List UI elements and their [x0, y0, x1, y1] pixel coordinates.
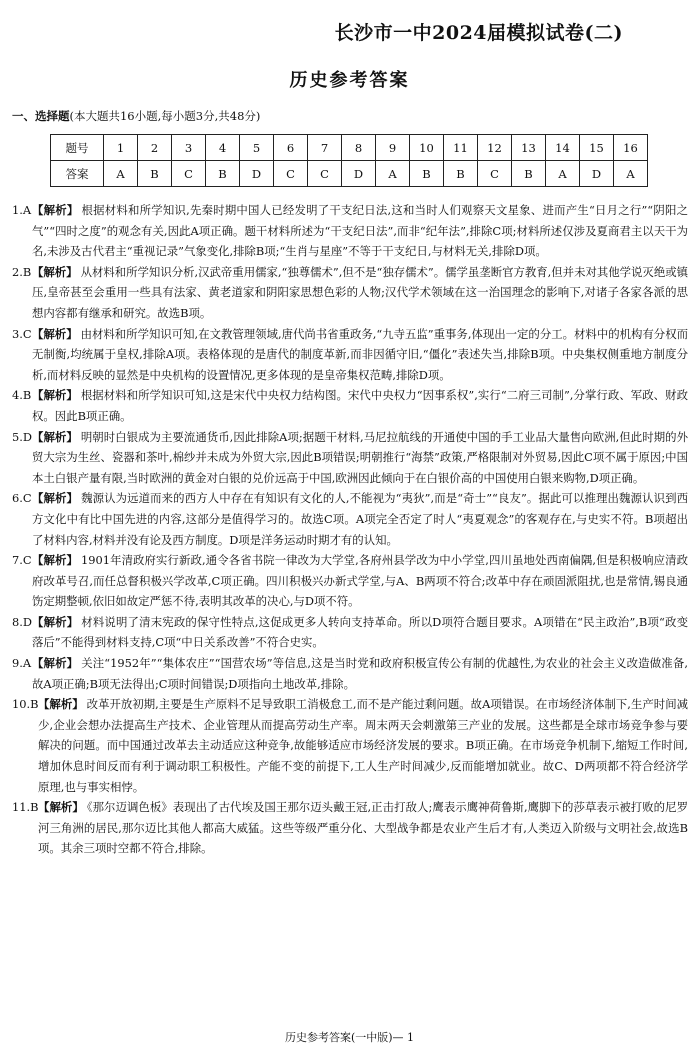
answer-cell: D	[240, 161, 274, 187]
item-text: 由材料和所学知识可知,在文教管理领域,唐代尚书省重政务,“九寺五监”重事务,体现出一定的分工。材料中的机构有分权而无制衡,均统属于皇权,排除A项。表格体现的是唐代的制度革新,而非因循守旧,“僵化”表述失当,排除B项。中央集权侧重地方制度分析,而材料反映的显然是中央机构的设置情况,更多体现的是皇帝集权范畴,排除D项。	[32, 326, 688, 382]
question-number: 8	[342, 135, 376, 161]
answer-cell: C	[308, 161, 342, 187]
item-number: 5.D	[12, 429, 33, 444]
analysis-tag: 【解析】	[32, 656, 79, 671]
item-text: 根据材料和所学知识,先秦时期中国人已经发明了干支纪日法,这和当时人们观察天文星象、进而产生“日月之行”“阴阳之气”“四时之度”的观念有关,因此A项正确。题干材料所述为“干支纪日法”,而非“纪年法”,排除C项;材料所述仅涉及夏商君主以天干为名,未涉及古代君主“重视记录”气象变化,排除B项;“生肖与星座”不等于干支纪日,与材料无关,排除D项。	[32, 203, 688, 259]
question-number: 1	[104, 135, 138, 161]
question-number: 11	[444, 135, 478, 161]
item-number: 2.B	[12, 264, 32, 279]
item-text: 根据材料和所学知识可知,这是宋代中央权力结构图。宋代中央权力“因事系权”,实行“二府三司制”,分掌行政、军政、财政权。因此B项正确。	[32, 388, 688, 423]
answer-cell: B	[444, 161, 478, 187]
question-number: 7	[308, 135, 342, 161]
item-number: 3.C	[12, 326, 32, 341]
analysis-tag: 【解析】	[32, 491, 79, 506]
analysis-tag: 【解析】	[32, 429, 78, 444]
item-number: 1.A	[12, 203, 32, 217]
item-text: 魏源认为远道而来的西方人中存在有知识有文化的人,不能视为“夷狄”,而是“奇士”“良友”。据此可以推理出魏源认识到西方文化中有比中国先进的内容,这部分是值得学习的。故选C项。A项完全否定了时人“夷夏观念”的客观存在,与史实不符。B项超出了材料内容,材料并没有论及西方制度。D项是洋务运动时期才有的认知。	[32, 491, 688, 547]
answer-cell: B	[410, 161, 444, 187]
answer-cell: B	[512, 161, 546, 187]
question-number: 6	[274, 135, 308, 161]
item-number: 11.B	[12, 800, 39, 815]
analysis-tag: 【解析】	[32, 264, 78, 279]
item-text: 从材料和所学知识分析,汉武帝重用儒家,“独尊儒术”,但不是“独存儒术”。儒学虽垄断官方教育,但并未对其他学说灭绝或镇压,皇帝甚至会重用一些具有法家、黄老道家和阴阳家思想色彩的人物;汉代学术领域在这一治国理念的影响下,对诸子各家各派的思想内容都有继承和研究。故选B项。	[32, 264, 688, 320]
answer-row	[51, 161, 648, 187]
item-number: 7.C	[12, 553, 32, 568]
analysis-tag: 【解析】	[32, 388, 78, 403]
item-number: 4.B	[12, 388, 32, 403]
explanation-item	[12, 385, 688, 426]
explanation-item	[12, 694, 688, 797]
explanation-list	[12, 200, 688, 859]
question-number: 15	[580, 135, 614, 161]
answer-cell: B	[138, 161, 172, 187]
answer-cell: A	[376, 161, 410, 187]
answer-cell: C	[274, 161, 308, 187]
analysis-tag: 【解析】	[32, 326, 78, 341]
explanation-item	[12, 550, 688, 612]
answer-cell: A	[546, 161, 580, 187]
explanation-item	[12, 797, 688, 859]
item-text: 改革开放初期,主要是生产原料不足导致职工消极怠工,而不是产能过剩问题。故A项错误。在市场经济体制下,生产时间减少,企业会想办法提高生产技术、企业管理从而提高劳动生产率。周末两天会刺激第三产业的发展。这些都是全球市场竞争参与要解决的问题。而中国通过改革去主动适应这种竞争,故能够适应市场经济发展的要求。B项正确。在市场竞争机制下,缩短工作时间,增加休息时间反而有利于调动职工积极性。产能不变的前提下,工人生产时间减少,反而能增加就业。故C、D两项都不符合经济学原理,也与事实相悖。	[38, 697, 688, 794]
item-number: 10.B	[12, 697, 39, 712]
explanation-item	[12, 324, 688, 386]
question-number: 10	[410, 135, 444, 161]
answer-cell: A	[614, 161, 648, 187]
section-heading	[12, 108, 260, 124]
page-title: 历史参考答案	[289, 70, 410, 91]
item-text: 关注“1952年”“集体农庄”“国营农场”等信息,这是当时党和政府积极宣传公有制的优越性,为农业的社会主义改造做准备,故A项正确;B项无法得出;C项时间错误;D项指向土地改革,排除。	[32, 656, 688, 691]
answer-cell: C	[172, 161, 206, 187]
item-number: 9.A	[12, 656, 32, 671]
analysis-tag: 【解析】	[38, 697, 84, 712]
item-number: 6.C	[12, 491, 32, 506]
question-number: 5	[240, 135, 274, 161]
explanation-item	[12, 612, 688, 653]
row-header-number: 题号	[51, 135, 104, 161]
answer-cell: B	[206, 161, 240, 187]
item-text: 《那尔迈调色板》表现出了古代埃及国王那尔迈头戴王冠,正击打敌人;鹰表示鹰神荷鲁斯,鹰脚下的莎草表示被打败的尼罗河三角洲的居民,那尔迈比其他人都高大威猛。这些等级严重分化、大型战争都是农业产生后才有,人类迈入阶级与文明社会,故选B项。其余三项时空都不符合,排除。	[38, 800, 688, 856]
explanation-item	[12, 653, 688, 694]
item-text: 材料说明了清末宪政的保守性特点,这促成更多人转向支持革命。所以D项符合题目要求。A项错在“民主政治”,B项“政变落后”不能得到材料支持,C项“中日关系改善”不符合史实。	[32, 614, 688, 650]
page-footer: 历史参考答案(一中版)— 1	[284, 1031, 415, 1044]
item-text: 1901年清政府实行新政,通令各省书院一律改为大学堂,各府州县学改为中小学堂,四川虽地处西南偏隅,但是积极响应清政府改革号召,而任总督积极兴学改革,C项正确。四川积极兴办新式学堂,与A、B两项不符合;改革中存在顽固派阻扰,也是常情,锡良通饬定期整顿,依旧如故定严惩不待,表明其改革的决心,与D项不符。	[32, 553, 688, 609]
question-number: 9	[376, 135, 410, 161]
item-text: 明朝时白银成为主要流通货币,因此排除A项;据题干材料,马尼拉航线的开通使中国的手工业品大量售向欧洲,但此时期的外贸大宗为生丝、瓷器和茶叶,棉纱并未成为外贸大宗,因此B项错误;明朝推行“海禁”政策,严格限制对外贸易,因此C项不属于原因;中国本土白银产量有限,当时欧洲的黄金对白银的兑价远高于中国,欧洲因此倾向于在白银价高的中国使用白银来购物,D项正确。	[32, 429, 688, 485]
analysis-tag: 【解析】	[32, 614, 79, 629]
school-title: 长沙市一中2024届模拟试卷(二)	[334, 22, 623, 44]
question-number: 12	[478, 135, 512, 161]
answer-cell: D	[580, 161, 614, 187]
answer-cell: C	[478, 161, 512, 187]
question-number: 3	[172, 135, 206, 161]
question-number-row	[51, 135, 648, 161]
section-label: 一、选择题	[12, 109, 70, 123]
question-number: 13	[512, 135, 546, 161]
explanation-item	[12, 262, 688, 324]
item-number: 8.D	[12, 614, 33, 629]
question-number: 4	[206, 135, 240, 161]
row-header-answer: 答案	[51, 161, 104, 187]
explanation-item	[12, 427, 688, 489]
analysis-tag: 【解析】	[38, 800, 84, 815]
section-note: (本大题共16小题,每小题3分,共48分)	[69, 109, 261, 123]
analysis-tag: 【解析】	[32, 553, 78, 568]
analysis-tag: 【解析】	[32, 203, 79, 217]
explanation-item	[12, 200, 688, 262]
question-number: 2	[138, 135, 172, 161]
answer-cell: D	[342, 161, 376, 187]
explanation-item	[12, 488, 688, 550]
question-number: 16	[614, 135, 648, 161]
question-number: 14	[546, 135, 580, 161]
answer-table	[50, 134, 648, 187]
answer-cell: A	[104, 161, 138, 187]
